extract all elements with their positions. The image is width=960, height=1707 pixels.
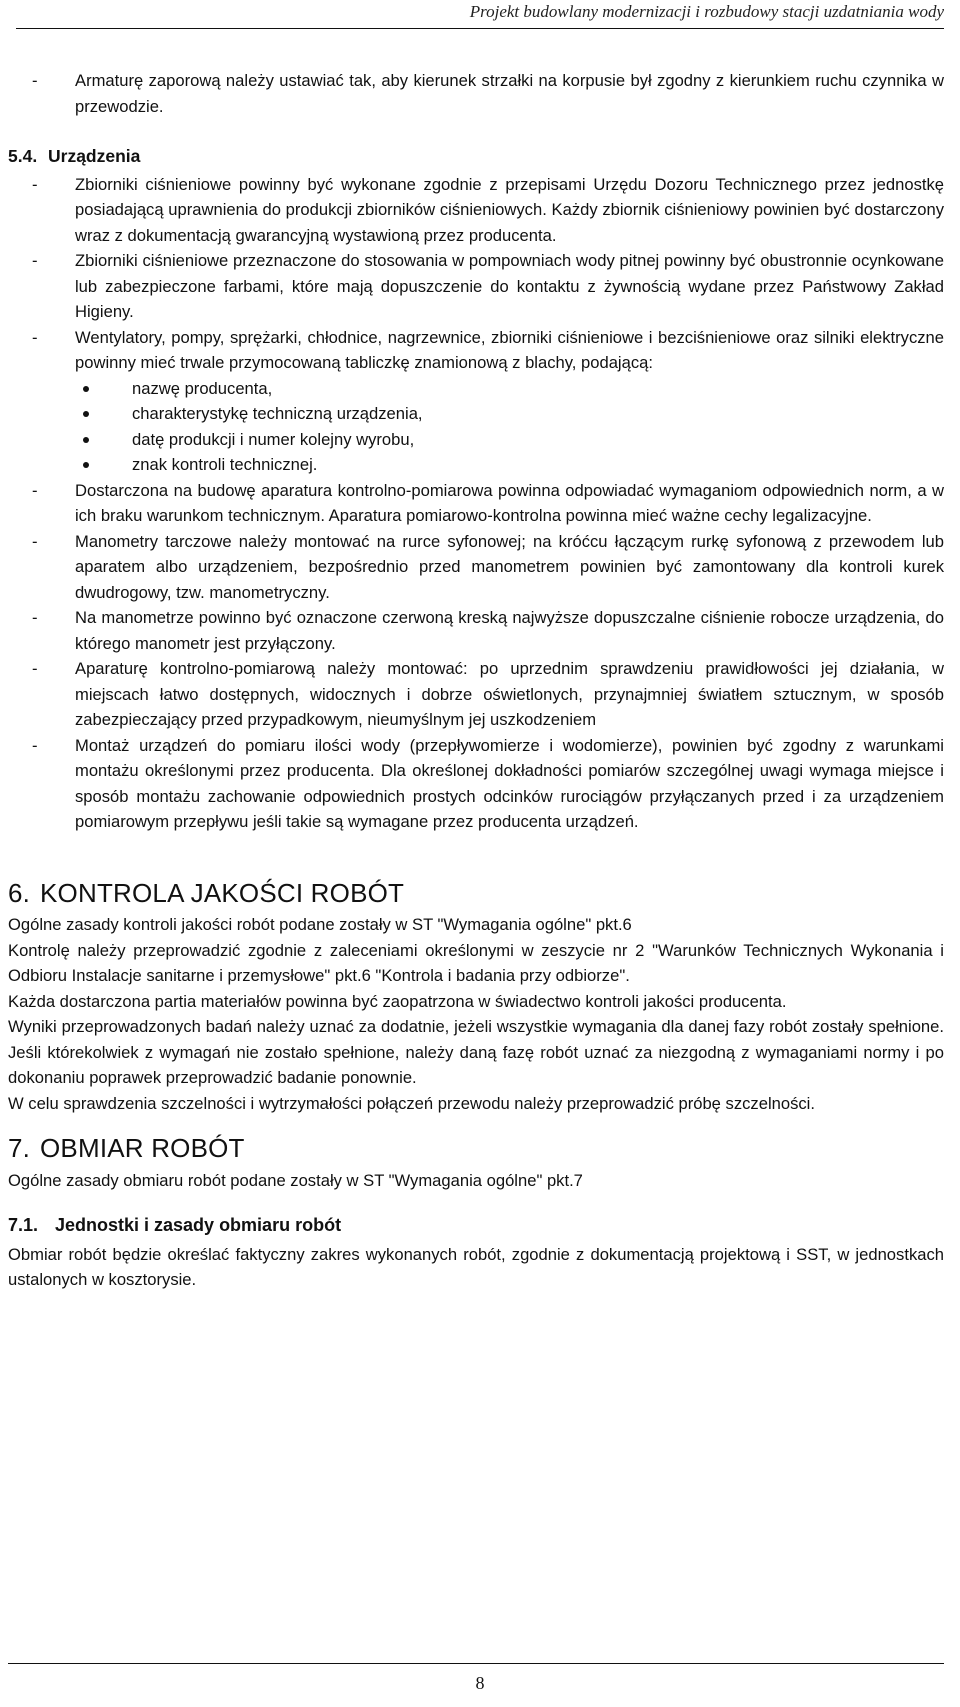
section-title: Urządzenia <box>48 146 141 166</box>
dash-marker: - <box>32 174 38 194</box>
section-heading-6 <box>8 877 944 908</box>
bullet-item: nazwę producenta, <box>75 376 944 402</box>
dash-marker: - <box>32 531 38 551</box>
intro-list <box>8 68 944 119</box>
section-title: KONTROLA JAKOŚCI ROBÓT <box>40 877 405 908</box>
paragraph: Kontrolę należy przeprowadzić zgodnie z zaleceniami określonymi w zeszycie nr 2 "Warunków Technicznych Wykonania i Odbioru Instalacje sanitarne i przemysłowe" pkt.6 "Kontrola i badania przy odbiorze". <box>8 940 944 985</box>
page-number: 8 <box>475 1673 485 1693</box>
dash-marker: - <box>32 71 38 90</box>
list-item <box>8 325 944 478</box>
list-item <box>8 172 944 249</box>
section-number: 6. <box>8 877 31 908</box>
nameplate-bullet-list <box>75 376 944 478</box>
devices-list <box>8 172 944 835</box>
dash-marker: - <box>32 480 38 500</box>
footer-rule <box>8 1663 944 1664</box>
list-item-text: Zbiorniki ciśnieniowe powinny być wykonane zgodnie z przepisami Urzędu Dozoru Technicznego przez jednostkę posiadającą uprawnienia do produkcji zbiorników ciśnieniowych. Każdy zbiornik ciśnieniowy powinien być dostarczony wraz z dokumentacją gwarancyjną wystawioną przez producenta. <box>75 174 944 245</box>
section-heading-7-1 <box>8 1213 944 1239</box>
list-item <box>8 478 944 529</box>
running-header: Projekt budowlany modernizacji i rozbudowy stacji uzdatniania wody <box>16 2 944 29</box>
paragraph: Ogólne zasady kontroli jakości robót podane zostały w ST "Wymagania ogólne" pkt.6 <box>8 915 632 934</box>
list-item <box>8 248 944 325</box>
paragraph: Wyniki przeprowadzonych badań należy uznać za dodatnie, jeżeli wszystkie wymagania dla danej fazy robót zostały spełnione. Jeśli którekolwiek z wymagań nie zostało spełnione, należy daną fazę robót uznać za niezgodną z wymaganiami normy i po dokonaniu poprawek przeprowadzić badanie ponownie. <box>8 1017 944 1087</box>
list-item-text: Manometry tarczowe należy montować na rurce syfonowej; na króćcu łączącym rurkę syfonową z przewodem lub aparatem albo urządzeniem, bezpośrednio przed manometrem powinien być zamontowany dla kontroli kurek dwudrogowy, tzw. manometryczny. <box>75 531 944 602</box>
list-item <box>8 605 944 656</box>
section-title: OBMIAR ROBÓT <box>40 1133 245 1163</box>
list-item <box>8 656 944 733</box>
list-item-text: Montaż urządzeń do pomiaru ilości wody (przepływomierze i wodomierze), powinien być zgodny z warunkami montażu określonymi przez producenta. Dla określonej dokładności pomiarów szczególnej uwagi wymaga miejsce i sposób montażu zachowanie odpowiednich prostych odcinków rurociągów przyłączanych przed i za urządzeniem pomiarowym przepływu jeśli takie są wymagane przez producenta urządzeń. <box>75 735 944 831</box>
paragraph: Każda dostarczona partia materiałów powinna być zaopatrzona w świadectwo kontroli jakości producenta. <box>8 991 787 1011</box>
list-item-text: Wentylatory, pompy, sprężarki, chłodnice, nagrzewnice, zbiorniki ciśnieniowe i bezciśnieniowe oraz silniki elektryczne powinny mieć trwale przymocowaną tabliczkę znamionową z blachy, podającą: <box>75 327 944 372</box>
list-item-text: Armaturę zaporową należy ustawiać tak, aby kierunek strzałki na korpusie był zgodny z kierunkiem ruchu czynnika w przewodzie. <box>75 71 944 116</box>
section-number: 7. <box>8 1133 31 1163</box>
list-item-text: Na manometrze powinno być oznaczone czerwoną kreską najwyższe dopuszczalne ciśnienie robocze urządzenia, do którego manometr jest przyłączony. <box>75 608 944 653</box>
section-number: 7.1. <box>8 1215 39 1235</box>
list-item-text: Aparaturę kontrolno-pomiarową należy montować: po uprzednim sprawdzeniu prawidłowości jej działania, w miejscach łatwo dostępnych, widocznych i dobrze oświetlonych, przynajmniej światłem sztucznym, w sposób zabezpieczający przed przypadkowym, nieumyślnym jej uszkodzeniem <box>75 659 944 729</box>
paragraph: Obmiar robót będzie określać faktyczny zakres wykonanych robót, zgodnie z dokumentacją projektową i SST, w jednostkach ustalonych w kosztorysie. <box>8 1244 944 1289</box>
section-heading-7 <box>8 1133 944 1163</box>
section-heading-5-4 <box>8 144 944 170</box>
bullet-item: datę produkcji i numer kolejny wyrobu, <box>75 427 944 453</box>
dash-marker: - <box>32 735 38 755</box>
list-item-text: Dostarczona na budowę aparatura kontrolno-pomiarowa powinna odpowiadać wymaganiom odpowiednich norm, a w ich braku warunkom technicznym. Aparatura pomiarowo-kontrolna powinna mieć ważne cechy legalizacyjne. <box>75 480 944 525</box>
list-item-text: Zbiorniki ciśnieniowe przeznaczone do stosowania w pompowniach wody pitnej powinny być obustronnie ocynkowane lub zabezpieczone farbami, które mają dopuszczenie do kontaktu z żywnością wydane przez Państwowy Zakład Higieny. <box>75 251 944 321</box>
paragraph: Ogólne zasady obmiaru robót podane zostały w ST "Wymagania ogólne" pkt.7 <box>8 1170 583 1190</box>
list-item <box>8 529 944 606</box>
dash-marker: - <box>32 659 38 678</box>
dash-marker: - <box>32 608 38 627</box>
paragraph: W celu sprawdzenia szczelności i wytrzymałości połączeń przewodu należy przeprowadzić próbę szczelności. <box>8 1093 815 1113</box>
section-number: 5.4. <box>8 146 38 166</box>
section-title: Jednostki i zasady obmiaru robót <box>55 1215 342 1235</box>
dash-marker: - <box>32 327 38 347</box>
bullet-item: charakterystykę techniczną urządzenia, <box>75 401 944 427</box>
list-item <box>8 733 944 835</box>
dash-marker: - <box>32 251 38 270</box>
page-content <box>8 68 944 1293</box>
bullet-item: znak kontroli technicznej. <box>75 452 944 478</box>
list-item <box>8 68 944 119</box>
